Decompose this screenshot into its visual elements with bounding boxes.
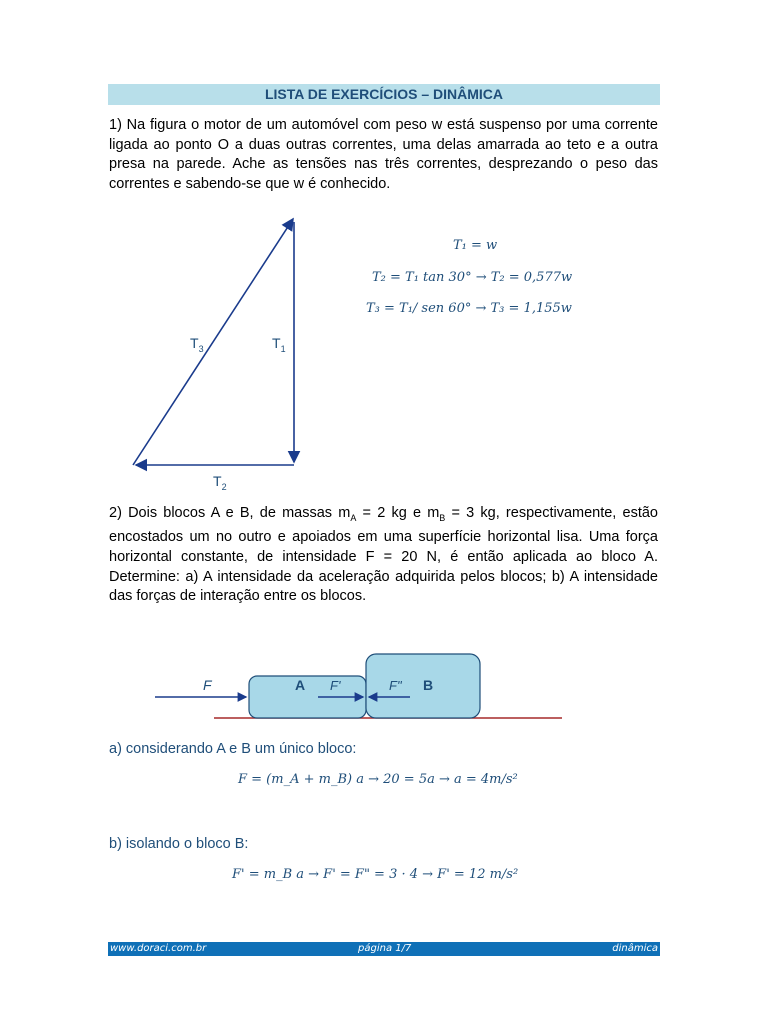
question-2-text: 2) Dois blocos A e B, de massas $m_A = 2$ kg e $m_B = 3$ kg, respectivamente, estão encostados um no outro e apoiados em uma superfície horizontal lisa. Uma força horizontal constante, de intensidade F = 20 N, é então aplicada ao bloco A. Determine: a) A intensidade da aceleração adquirida pelos blocos; b) A intensidade das forças de interação entre os blocos. [109, 505, 658, 605]
page-title: LISTA DE EXERCÍCIOS – DINÂMICA [108, 84, 660, 105]
footer-page-number: página 1/7 [358, 943, 412, 954]
equation-t3: T₃ = T₁/ sen 60° → T₃ = 1,155w [366, 301, 572, 316]
label-f-double: F" [389, 678, 402, 693]
part-b-equation: F' = m_B a → F' = F" = 3 · 4 → F' = 12 m/s² [232, 867, 519, 882]
question-1-text: 1) Na figura o motor de um automóvel com peso w está suspenso por uma corrente ligada ao ponto O a duas outras correntes, uma delas amarrada ao teto e a outra presa na parede. Ache as tensões nas três correntes, desprezando o peso das correntes e sabendo-se que w é conhecido. [109, 117, 658, 192]
part-a-label: a) considerando A e B um único bloco: [109, 741, 357, 757]
footer-topic: dinâmica [612, 943, 658, 954]
equation-t1: T₁ = w [453, 238, 498, 253]
part-a-equation: F = (m_A + m_B) a → 20 = 5a → a = 4m/s² [238, 772, 518, 787]
label-t2: $T_2$ [213, 473, 227, 492]
equation-t2: T₂ = T₁ tan 30° → T₂ = 0,577w [372, 270, 573, 285]
part-b-label: b) isolando o bloco B: [109, 836, 249, 852]
label-t1: $T_1$ [272, 335, 286, 354]
label-block-b: B [423, 677, 434, 693]
label-f: F [203, 677, 212, 693]
footer-site-link[interactable]: www.doraci.com.br [110, 943, 207, 954]
page-footer [108, 942, 660, 956]
label-f-prime: F' [330, 678, 341, 693]
label-t3: $T_3$ [190, 335, 204, 354]
label-block-a: A [295, 677, 306, 693]
